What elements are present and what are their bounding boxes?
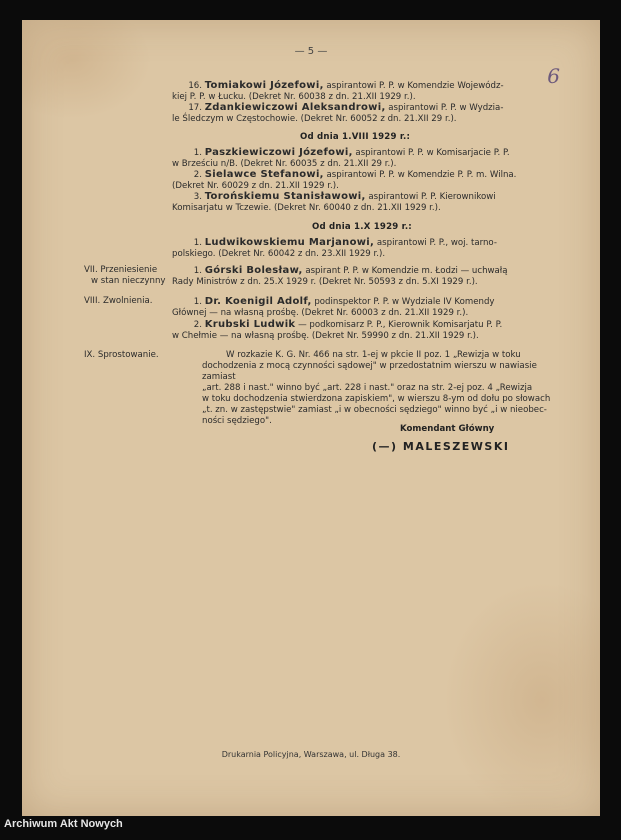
entry-name: Ludwikowskiemu Marjanowi, xyxy=(204,237,375,248)
entry-number: 2. xyxy=(193,170,202,180)
entry-number: 2. xyxy=(193,320,202,330)
entry-text: aspirantowi P. P., woj. tarno- xyxy=(376,238,497,248)
section-ix-label: IX. Sprostowanie. xyxy=(84,350,159,360)
heading-oct: Od dnia 1.X 1929 r.: xyxy=(312,222,412,232)
entry-name: Górski Bolesław, xyxy=(204,265,303,276)
entry-text: w Chełmie — na własną prośbę. (Dekret Nr. 59990 z dn. 21.XII 1929 r.). xyxy=(172,331,479,341)
entry-number: 1. xyxy=(193,238,202,248)
entry-oct-1 xyxy=(172,237,562,260)
entry-16 xyxy=(172,80,562,103)
entry-text: aspirant P. P. w Komendzie m. Łodzi — uchwałą xyxy=(305,266,508,276)
page-number: — 5 — xyxy=(294,46,328,57)
entry-number: 1. xyxy=(193,297,202,307)
section-ix-text xyxy=(202,350,567,427)
paper-stain xyxy=(22,20,152,120)
entry-viii-2 xyxy=(172,319,562,342)
entry-viii-1 xyxy=(172,296,562,319)
entry-text: polskiego. (Dekret Nr. 60042 z dn. 23.XII 1929 r.). xyxy=(172,249,386,259)
entry-name: Paszkiewiczowi Józefowi, xyxy=(204,147,353,158)
entry-name: Sielawce Stefanowi, xyxy=(204,169,324,180)
paper-stain xyxy=(442,580,600,816)
section-vii-label xyxy=(84,265,165,287)
archive-watermark: Archiwum Akt Nowych xyxy=(4,818,123,830)
handwritten-page-number: 6 xyxy=(547,64,560,88)
entry-text: podinspektor P. P. w Wydziale IV Komendy xyxy=(314,297,495,307)
entry-vii-1 xyxy=(172,265,562,288)
correction-line: ności sędziego". xyxy=(202,416,272,426)
entry-text: aspirantowi P. P. w Komendzie Wojewódz- xyxy=(326,81,504,91)
correction-line: dochodzenia z mocą czynności sądowej" w przedostatnim wierszu w nawiasie zamiast xyxy=(202,361,537,382)
entry-text: aspirantowi P. P. w Komisarjacie P. P. xyxy=(355,148,510,158)
section-label-line: w stan nieczynny xyxy=(91,276,166,286)
entry-text: Głównej — na własną prośbę. (Dekret Nr. 60003 z dn. 21.XII 1929 r.). xyxy=(172,308,469,318)
section-viii-label: VIII. Zwolnienia. xyxy=(84,296,153,306)
entry-text: — podkomisarz P. P., Kierownik Komisarjatu P. P. xyxy=(298,320,503,330)
section-label-line: VII. Przeniesienie xyxy=(84,265,158,275)
entry-name: Zdankiewiczowi Aleksandrowi, xyxy=(204,102,386,113)
entry-text: w Brześciu n/B. (Dekret Nr. 60035 z dn. 21.XII 29 r.). xyxy=(172,159,397,169)
entry-name: Dr. Koenigil Adolf, xyxy=(204,296,312,307)
entry-name: Torońskiemu Stanisławowi, xyxy=(204,191,366,202)
signature-title: Komendant Główny xyxy=(400,424,495,434)
entry-number: 1. xyxy=(193,266,202,276)
entry-text: Komisarjatu w Tczewie. (Dekret Nr. 60040 z dn. 21.XII 1929 r.). xyxy=(172,203,441,213)
entry-text: kiej P. P. w Łucku. (Dekret Nr. 60038 z dn. 21.XII 1929 r.). xyxy=(172,92,416,102)
entry-text: (Dekret Nr. 60029 z dn. 21.XII 1929 r.). xyxy=(172,181,339,191)
entry-text: Rady Ministrów z dn. 25.X 1929 r. (Dekret Nr. 50593 z dn. 5.XI 1929 r.). xyxy=(172,277,478,287)
entry-name: Tomiakowi Józefowi, xyxy=(204,80,324,91)
entry-number: 1. xyxy=(193,148,202,158)
correction-line: W rozkazie K. G. Nr. 466 na str. 1-ej w pkcie II poz. 1 „Rewizja w toku xyxy=(226,350,521,360)
printer-footer: Drukarnia Policyjna, Warszawa, ul. Długa 38. xyxy=(221,750,401,759)
entry-text: le Śledczym w Częstochowie. (Dekret Nr. 60052 z dn. 21.XII 29 r.). xyxy=(172,114,457,124)
entry-name: Krubski Ludwik xyxy=(204,319,296,330)
entry-text: aspirantowi P. P. Kierownikowi xyxy=(368,192,496,202)
entry-number: 16. xyxy=(188,81,202,91)
entry-aug-1 xyxy=(172,147,562,170)
entry-text: aspirantowi P. P. w Komendzie P. P. m. Wilna. xyxy=(326,170,517,180)
document-page xyxy=(22,20,600,816)
correction-line: „t. zn. w zastępstwie" zamiast „i w obecności sędziego" winno być „i w nieobec- xyxy=(202,405,547,415)
correction-line: w toku dochodzenia stwierdzona zapiskiem", w wierszu 8-ym od dołu po słowach xyxy=(202,394,551,404)
entry-aug-2 xyxy=(172,169,562,192)
entry-17 xyxy=(172,102,562,125)
entry-number: 17. xyxy=(188,103,202,113)
correction-line: „art. 288 i nast." winno być „art. 228 i nast." oraz na str. 2-ej poz. 4 „Rewizja xyxy=(202,383,533,393)
signature-name: (—) MALESZEWSKI xyxy=(372,440,510,453)
heading-aug: Od dnia 1.VIII 1929 r.: xyxy=(300,132,411,142)
entry-number: 3. xyxy=(193,192,202,202)
entry-text: aspirantowi P. P. w Wydzia- xyxy=(388,103,504,113)
entry-aug-3 xyxy=(172,191,562,214)
